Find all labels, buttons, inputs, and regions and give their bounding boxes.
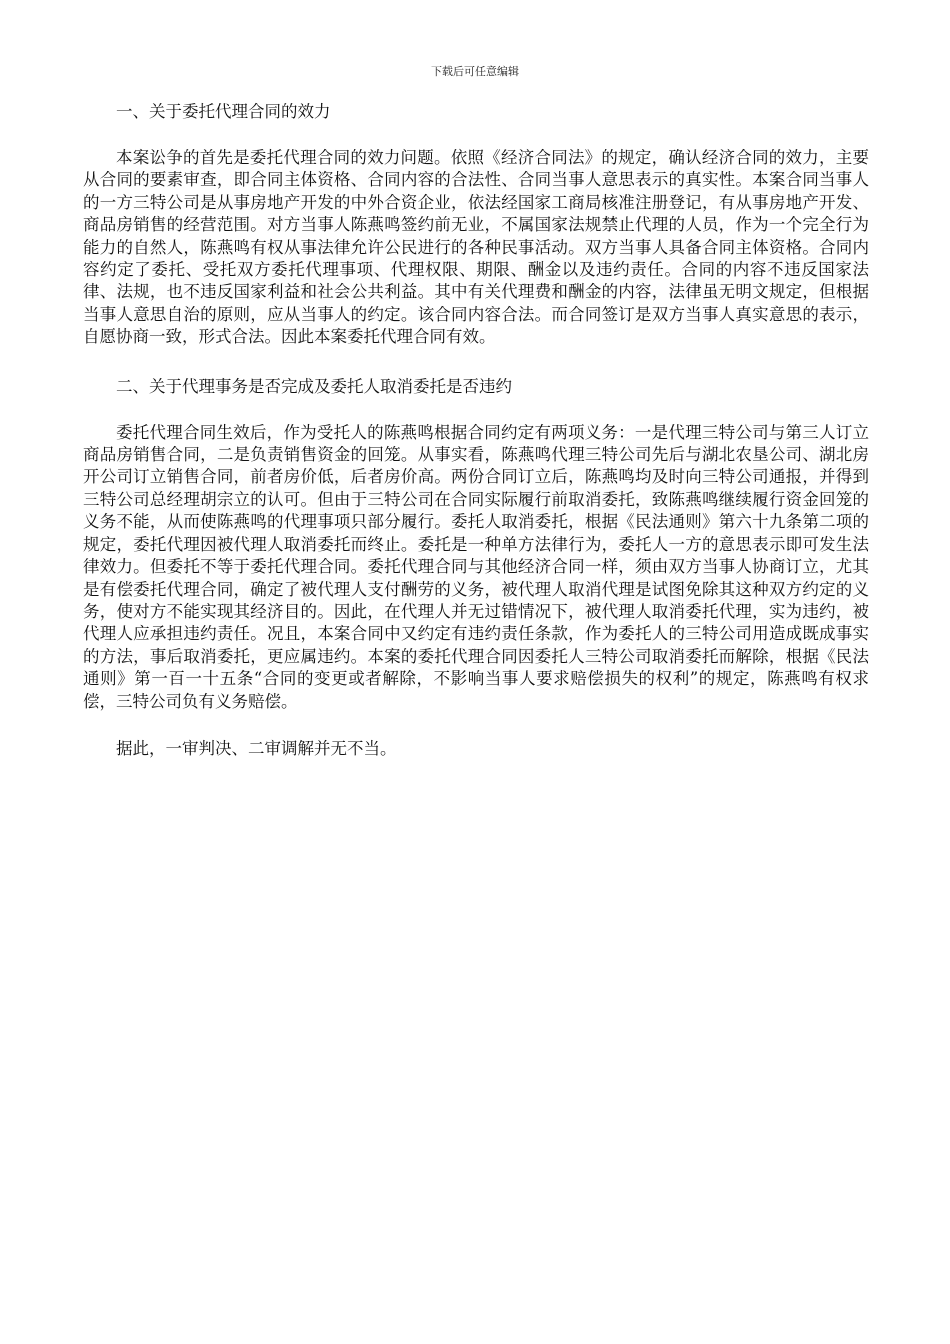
document-body [83,98,869,762]
section-heading-1: 一、关于委托代理合同的效力 [116,102,331,121]
section-paragraph-2: 委托代理合同生效后，作为受托人的陈燕鸣根据合同约定有两项义务：一是代理三特公司与第三人订立商品房销售合同，二是负责销售资金的回笼。从事实看，陈燕鸣代理三特公司先后与湖北农垦公司、湖北房开公司订立销售合同，前者房价低，后者房价高。两份合同订立后，陈燕鸣均及时向三特公司通报，并得到三特公司总经理胡宗立的认可。但由于三特公司在合同实际履行前取消委托，致陈燕鸣继续履行资金回笼的义务不能，从而使陈燕鸣的代理事项只部分履行。委托人取消委托，根据《民法通则》第六十九条第二项的规定，委托代理因被代理人取消委托而终止。委托是一种单方法律行为，委托人一方的意思表示即可发生法律效力。但委托不等于委托代理合同。委托代理合同与其他经济合同一样，须由双方当事人协商订立，尤其是有偿委托代理合同，确定了被代理人支付酬劳的义务，被代理人取消代理是试图免除其这种双方约定的义务，使对方不能实现其经济目的。因此，在代理人并无过错情况下，被代理人取消委托代理，实为违约，被代理人应承担违约责任。况且，本案合同中又约定有违约责任条款，作为委托人的三特公司用造成既成事实的方法，事后取消委托，更应属违约。本案的委托代理合同因委托人三特公司取消委托而解除，根据《民法通则》第一百一十五条“合同的变更或者解除，不影响当事人要求赔偿损失的权利”的规定，陈燕鸣有权求偿，三特公司负有义务赔偿。 [83,422,869,711]
conclusion-paragraph: 据此，一审判决、二审调解并无不当。 [116,738,397,758]
page-header-note: 下载后可任意编辑 [431,65,519,78]
section-paragraph-1: 本案讼争的首先是委托代理合同的效力问题。依照《经济合同法》的规定，确认经济合同的效力，主要从合同的要素审查，即合同主体资格、合同内容的合法性、合同当事人意思表示的真实性。本案合同当事人的一方三特公司是从事房地产开发的中外合资企业，依法经国家工商局核准注册登记，有从事房地产开发、商品房销售的经营范围。对方当事人陈燕鸣签约前无业，不属国家法规禁止代理的人员，作为一个完全行为能力的自然人，陈燕鸣有权从事法律允许公民进行的各种民事活动。双方当事人具备合同主体资格。合同内容约定了委托、受托双方委托代理事项、代理权限、期限、酬金以及违约责任。合同的内容不违反国家法律、法规，也不违反国家利益和社会公共利益。其中有关代理费和酬金的内容，法律虽无明文规定，但根据当事人意思自治的原则，应从当事人的约定。该合同内容合法。而合同签订是双方当事人真实意思的表示，自愿协商一致，形式合法。因此本案委托代理合同有效。 [83,148,869,347]
section-heading-2: 二、关于代理事务是否完成及委托人取消委托是否违约 [116,376,512,396]
